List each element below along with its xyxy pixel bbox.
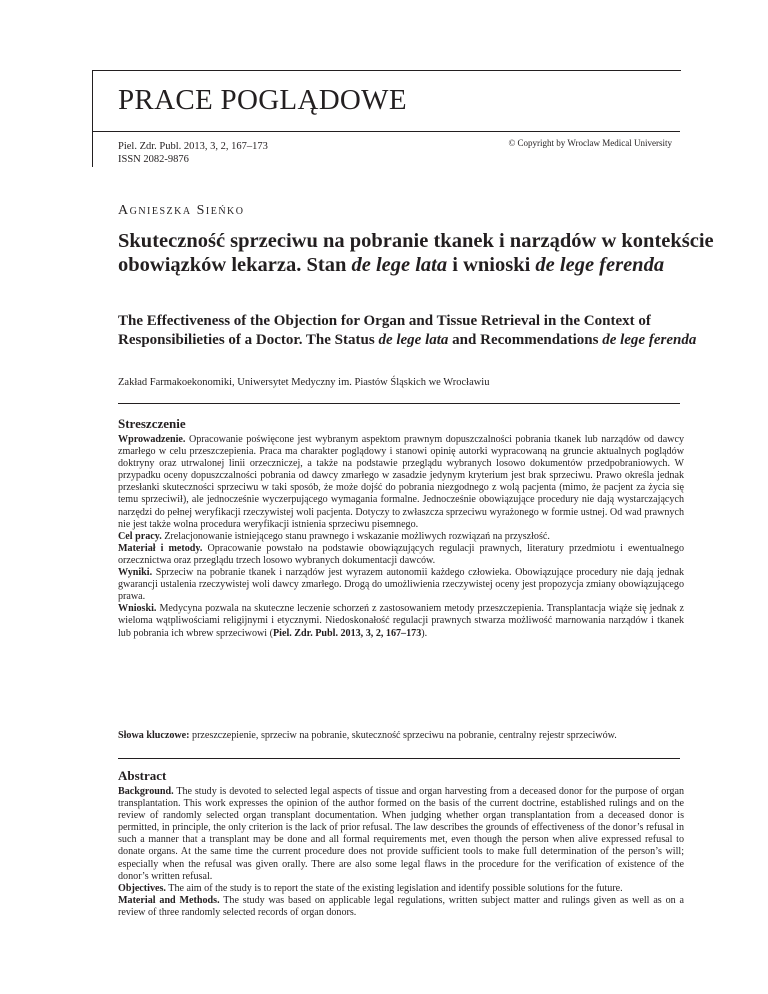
streszczenie-wyniki — [118, 567, 684, 603]
wprowadzenie-text: Opracowanie poświęcone jest wybranym aspektom prawnym dopuszczalności pobrania tkanek lub narządów od dawcy zmarłego w celu przeszczepienia. Praca ma charakter poglądowy i stanowi opinię autorki wypracowaną na gruncie aktualnych poglądów doktryny oraz utrwalonej linii orzeczniczej, a także na podstawie przeglądu wybranych losowo dokumentów przedpobraniowych. W przypadku oceny dopuszczalności pobrania od dawcy zmarłego w zasadzie jedynym kryterium jest brak sprzeciwu. Prawo określa jednak przesłanki skuteczności sprzeciwu w taki sposób, że może dojść do pobrania niezgodnego z wolą pacjenta (mimo, że pacjent za życia się temu sprzeciwił), ale jednocześnie wyczerpującego wymagania formalne. Jednocześnie obowiązujące procedury nie dają wystarczających narzędzi do pełnej weryfikacji rzeczywistej woli pacjenta. Dotyczy to zwłaszcza sprzeciwu wyrażonego w formie ustnej. Od wad prawnych nie jest także wolna procedura weryfikacji istnienia sprzeciwu pisemnego. — [118, 434, 684, 530]
keywords-divider — [118, 758, 680, 759]
citation-issn: ISSN 2082-9876 — [118, 154, 189, 165]
streszczenie-body — [118, 434, 684, 640]
author-name: Agnieszka Sieńko — [118, 203, 245, 218]
header-divider — [92, 131, 680, 132]
streszczenie-cel — [118, 531, 684, 543]
background-text: The study is devoted to selected legal aspects of tissue and organ harvesting from a deceased donor for the purpose of organ transplantation. This work expresses the opinion of the author formed on the basis of the current doctrine, established rulings and on the review of randomly selected organ transplant documentation. When judging whether organ transplantation from a deceased donor is permitted, in principle, the only criterion is the lack of prior refusal. The law describes the grounds of effectiveness of the donor’s refusal in such a manner that a transplant may be done and all formal requirements met, even though the person when alive expressed refusal to donate organs. At the same time the current procedure does not provide sufficient tools to make full determination of the person’s will; especially when the refusal was given orally. There are also some legal flaws in the procedure for the verification of existence of the donor’s written refusal. — [118, 786, 684, 882]
abstract-heading: Abstract — [118, 768, 167, 783]
streszczenie-heading: Streszczenie — [118, 416, 186, 431]
material-text: Opracowanie powstało na podstawie obowiązujących regulacji prawnych, literatury przedmiotu i ewentualnego orzecznictwa oraz przeglądu trzech losowo wybranych dokumentacji dawców. — [118, 542, 685, 566]
wprowadzenie-label: Wprowadzenie. — [118, 434, 186, 445]
section-label: PRACE POGLĄDOWE — [118, 84, 407, 116]
objectives-text: The aim of the study is to report the state of the existing legislation and identify possible solutions for the future. — [165, 882, 623, 894]
keywords — [118, 730, 684, 742]
objectives-label: Objectives. — [118, 882, 166, 894]
abstract-objectives — [118, 883, 684, 895]
copyright-notice: © Copyright by Wroclaw Medical University — [508, 138, 672, 148]
keywords-block — [118, 730, 684, 742]
abstract-body — [118, 786, 684, 919]
streszczenie-material — [118, 543, 684, 567]
journal-citation — [118, 140, 268, 166]
wyniki-text: Sprzeciw na pobranie tkanek i narządów jest wyrazem autonomii każdego człowieka. Obowiązujące procedury nie dają jednak gwarancji ustalenia rzeczywistej woli dawcy zmarłego. Drogą do umożliwienia rzeczywistej oceny jest propozycja zmiany obowiązującego prawa. — [118, 567, 684, 603]
title-english — [118, 312, 728, 350]
abstract-background — [118, 786, 684, 883]
wnioski-text: Medycyna pozwala na skuteczne leczenie schorzeń z zastosowaniem metody przeszczepienia. Transplantacja wiąże się jednak z wieloma wątpliwościami religijnymi i etycznymi. Niedoskonałość regulacji prawnych stwarza możliwość marnowania narządów i tkanek lub pobrania ich wbrew sprzeciwowi ( — [118, 603, 684, 639]
wnioski-end: ). — [421, 627, 428, 639]
title-pl-italic-1: de lege lata — [351, 254, 448, 276]
title-en-italic-2: de lege ferenda — [602, 332, 697, 348]
title-en-text-2: and Recommendations — [448, 332, 603, 348]
affiliation: Zakład Farmakoekonomiki, Uniwersytet Medyczny im. Piastów Śląskich we Wrocławiu — [118, 377, 490, 388]
affiliation-divider — [118, 403, 680, 404]
streszczenie-wprowadzenie — [118, 434, 684, 531]
title-en-italic-1: de lege lata — [378, 332, 449, 348]
abstract-methods — [118, 895, 684, 919]
title-pl-text-2: i wnioski — [447, 254, 536, 276]
wyniki-label: Wyniki. — [118, 567, 153, 579]
material-label: Materiał i metody. — [118, 542, 203, 554]
background-label: Background. — [118, 786, 174, 797]
wnioski-citation: Piel. Zdr. Publ. 2013, 3, 2, 167–173 — [273, 627, 422, 639]
title-polish — [118, 229, 718, 277]
citation-line-1: Piel. Zdr. Publ. 2013, 3, 2, 167–173 — [118, 141, 268, 152]
wnioski-label: Wnioski. — [118, 603, 157, 615]
cel-text: Zrelacjonowanie istniejącego stanu prawnego i wskazanie możliwych rozwiązań na przyszłość. — [161, 530, 550, 542]
title-pl-text-1: Skuteczność sprzeciwu na pobranie tkanek i narządów w kontekście obowiązków lekarza. Stan — [118, 230, 714, 276]
keywords-label: Słowa kluczowe: — [118, 730, 190, 741]
methods-label: Material and Methods. — [118, 894, 220, 906]
title-pl-italic-2: de lege ferenda — [535, 254, 665, 276]
title-en-text-1: The Effectiveness of the Objection for Organ and Tissue Retrieval in the Context of Responsibilieties of a Doctor. The Status — [118, 313, 651, 348]
cel-label: Cel pracy. — [118, 530, 162, 542]
methods-text: The study was based on applicable legal regulations, written subject matter and rulings given as well as on a review of three randomly selected records of organ donors. — [118, 894, 684, 918]
keywords-text: przeszczepienie, sprzeciw na pobranie, skuteczność sprzeciwu na pobranie, centralny rejestr sprzeciwów. — [189, 730, 617, 741]
streszczenie-wnioski — [118, 603, 684, 639]
